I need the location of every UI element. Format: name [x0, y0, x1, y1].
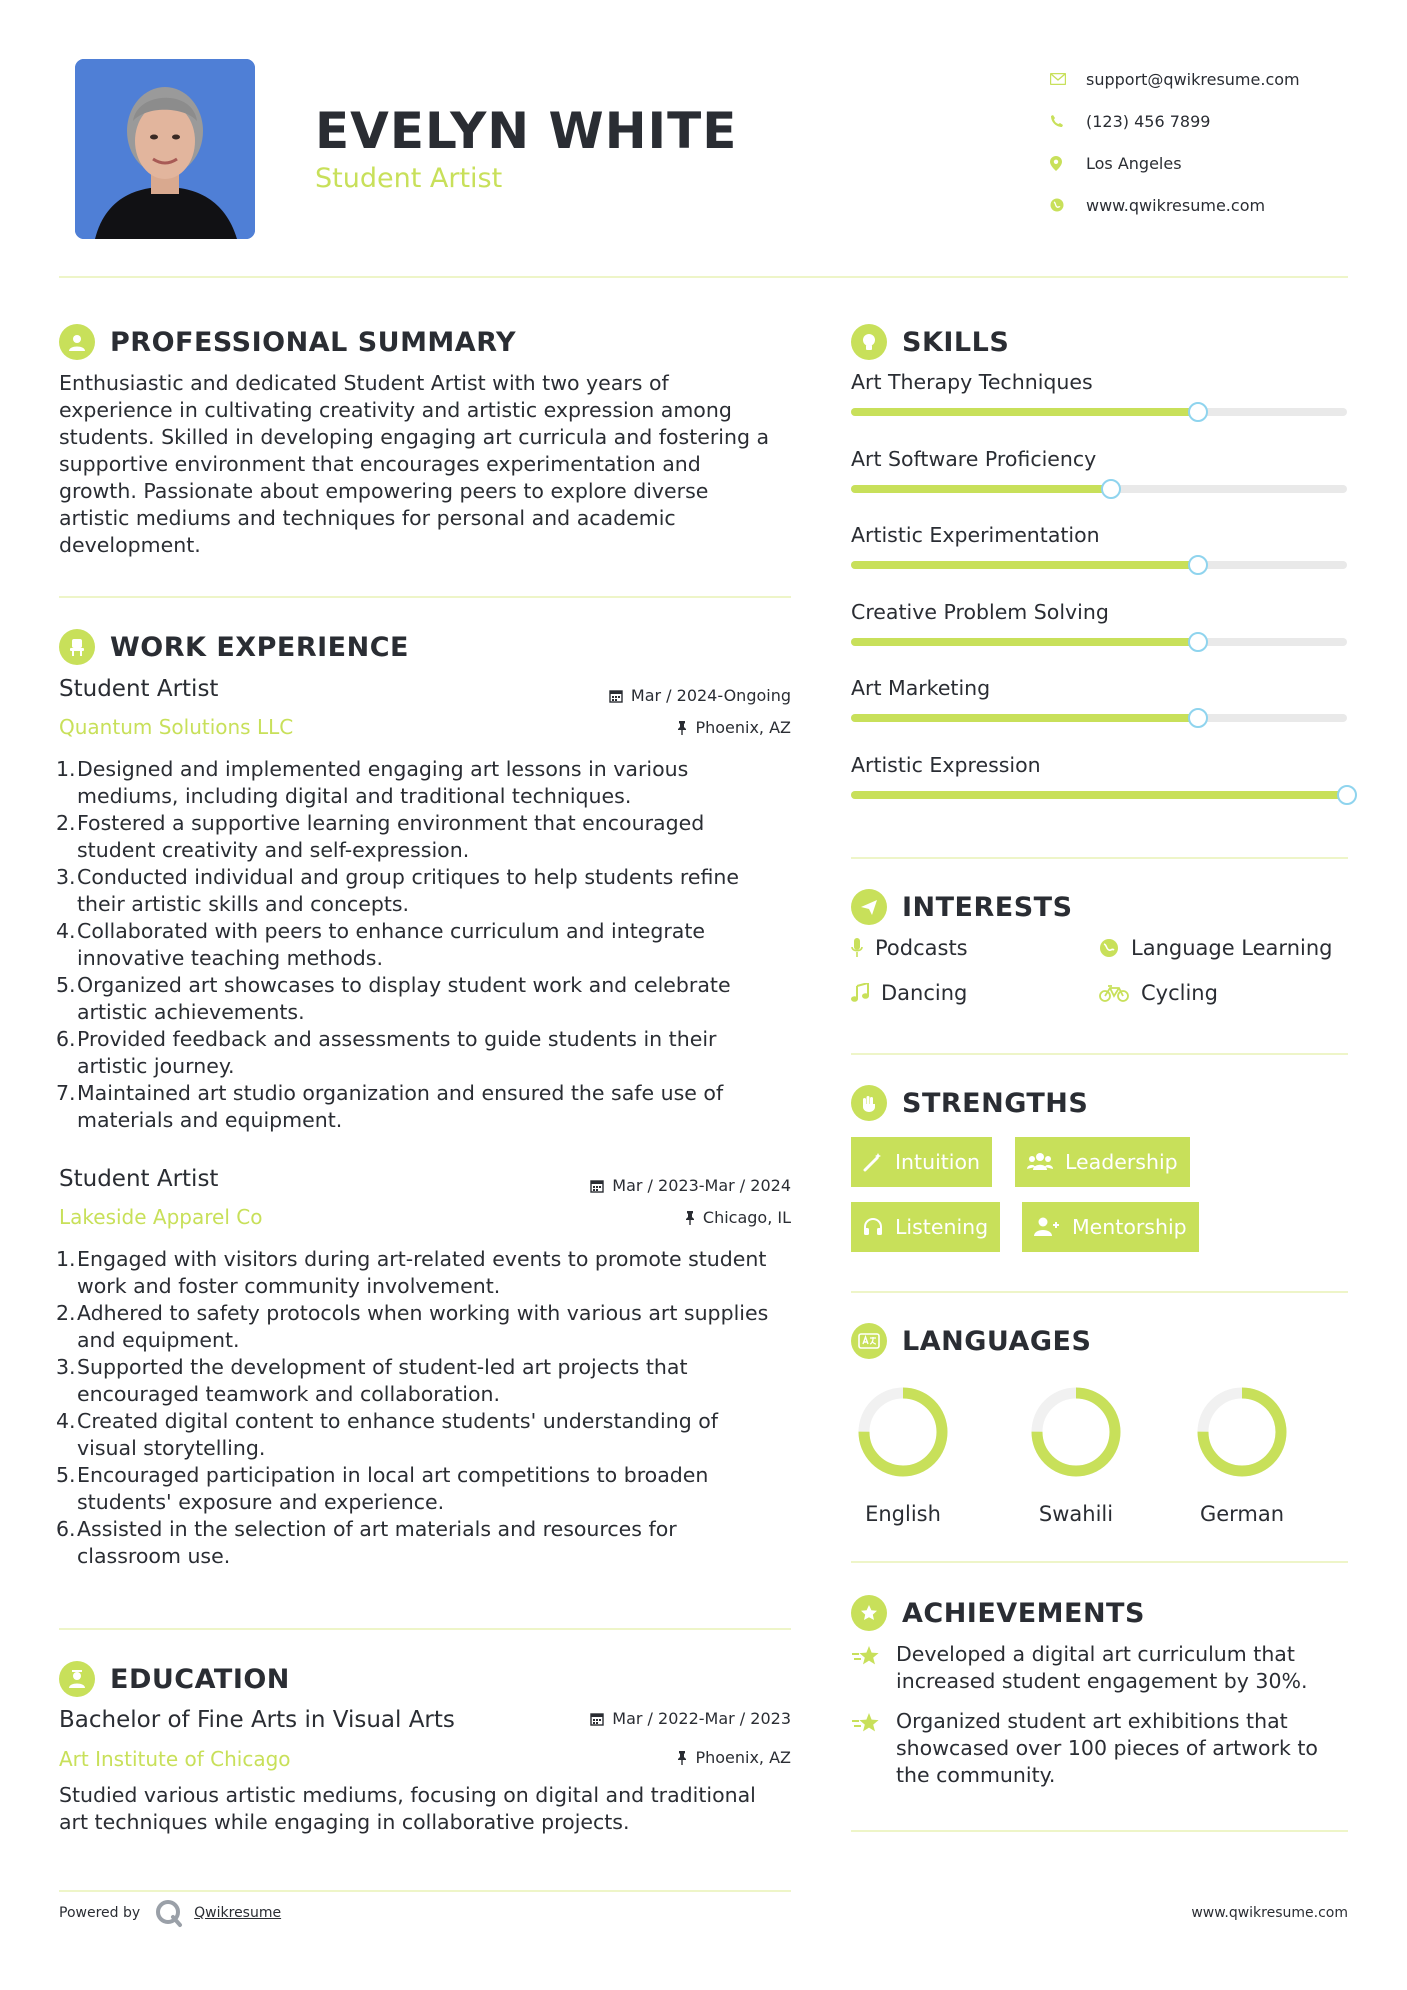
language-icon: [851, 1323, 887, 1359]
skill-knob[interactable]: [1188, 632, 1208, 652]
skill-bar: [851, 714, 1198, 722]
strengths-divider: [851, 1291, 1348, 1293]
language-ring: [1016, 1372, 1136, 1492]
contact-website: [1050, 184, 1370, 226]
contact-website-text[interactable]: www.qwikresume.com: [1086, 195, 1266, 215]
education-dates-text: Mar / 2022-Mar / 2023: [612, 1709, 791, 1728]
achievement-line: showcased over 100 pieces of artwork to: [896, 1736, 1318, 1760]
skill-label: Creative Problem Solving: [851, 600, 1109, 624]
job-title: Student Artist: [59, 1166, 219, 1192]
skill-bar: [851, 638, 1198, 646]
pushpin-icon: [685, 1211, 695, 1225]
music-note-icon: [851, 983, 869, 1003]
pushpin-icon: [677, 721, 687, 735]
skill-label: Art Software Proficiency: [851, 447, 1097, 471]
job-location-text: Phoenix, AZ: [695, 718, 791, 737]
strength-label: Mentorship: [1072, 1215, 1187, 1239]
language-label: Swahili: [1038, 1502, 1114, 1526]
school-name: Art Institute of Chicago: [59, 1747, 291, 1771]
hand-icon: [851, 1085, 887, 1121]
strength-tag: [851, 1137, 992, 1187]
education-description: [59, 1782, 819, 1836]
summary-line: Enthusiastic and dedicated Student Artist with two years of: [59, 371, 669, 395]
summary-heading: [59, 324, 516, 360]
user-plus-icon: [1034, 1217, 1060, 1237]
summary-line: supportive environment that encourages experimentation and: [59, 452, 701, 476]
achievement-item: [851, 1708, 1331, 1789]
experience-heading: [59, 629, 409, 665]
contact-email: [1050, 58, 1370, 100]
summary-line: students. Skilled in developing engaging art curricula and fostering a: [59, 425, 770, 449]
achievements-heading: [851, 1595, 1145, 1631]
skill-knob[interactable]: [1188, 402, 1208, 422]
microphone-icon: [851, 938, 863, 958]
skill-item: [851, 447, 1347, 477]
languages-heading: [851, 1323, 1091, 1359]
contact-block: [1050, 58, 1370, 226]
language-ring: [1182, 1372, 1302, 1492]
list-item: 1. Designed and implemented engaging art lessons in various mediums, including digital and traditional techniques.: [56, 757, 689, 808]
list-item: 4. Collaborated with peers to enhance curriculum and integrate innovative teaching methods.: [56, 919, 706, 970]
summary-line: growth. Passionate about empowering peers to explore diverse: [59, 479, 709, 503]
skill-item: [851, 753, 1347, 783]
strength-tag: [1022, 1202, 1199, 1252]
job-location: [685, 1208, 791, 1227]
globe-icon: [1099, 938, 1119, 958]
pushpin-icon: [677, 1751, 687, 1765]
skill-item: [851, 676, 1347, 706]
interest-label: Cycling: [1141, 981, 1218, 1005]
skills-title: SKILLS: [902, 326, 1010, 358]
skill-track: [851, 561, 1347, 569]
degree-title: Bachelor of Fine Arts in Visual Arts: [59, 1707, 455, 1733]
graduate-icon: [59, 1661, 95, 1697]
experience-title: WORK EXPERIENCE: [110, 631, 409, 663]
calendar-icon: [609, 689, 623, 703]
brand-link[interactable]: Qwikresume: [194, 1905, 282, 1921]
summary-line: artistic mediums and techniques for personal and academic: [59, 506, 676, 530]
skill-knob[interactable]: [1188, 555, 1208, 575]
interest-label: Language Learning: [1131, 936, 1333, 960]
strength-label: Listening: [895, 1215, 989, 1239]
interest-label: Dancing: [881, 981, 968, 1005]
interests-heading: [851, 889, 1073, 925]
user-icon: [59, 324, 95, 360]
skills-divider: [851, 857, 1348, 859]
list-item: 5. Organized art showcases to display student work and celebrate artistic achievements.: [56, 973, 731, 1024]
job-duties: [56, 756, 799, 1134]
language-item: [1016, 1372, 1136, 1526]
users-icon: [1027, 1152, 1053, 1172]
star-icon: [851, 1641, 896, 1695]
achievements-divider: [851, 1830, 1348, 1832]
education-dates: [590, 1709, 791, 1728]
skill-track: [851, 638, 1347, 646]
skill-track: [851, 408, 1347, 416]
list-item: 7. Maintained art studio organization and ensured the safe use of materials and equipment.: [56, 1081, 724, 1132]
summary-text: [59, 370, 799, 559]
education-location: [677, 1748, 791, 1767]
list-item: 4. Created digital content to enhance students' understanding of visual storytelling.: [56, 1409, 719, 1460]
job-company: Quantum Solutions LLC: [59, 715, 294, 739]
summary-title: PROFESSIONAL SUMMARY: [110, 326, 517, 358]
job-company: Lakeside Apparel Co: [59, 1205, 263, 1229]
bicycle-icon: [1099, 984, 1129, 1002]
strength-label: Leadership: [1065, 1150, 1178, 1174]
achievements-title: ACHIEVEMENTS: [902, 1597, 1145, 1629]
list-item: 3. Conducted individual and group critiques to help students refine their artistic skills and concepts.: [56, 865, 739, 916]
language-ring: [843, 1372, 963, 1492]
phone-icon: [1050, 114, 1086, 128]
job-duties: [56, 1246, 819, 1570]
qwikresume-logo-icon: [154, 1898, 184, 1928]
star-badge-icon: [851, 1595, 887, 1631]
achievement-line: increased student engagement by 30%.: [896, 1669, 1308, 1693]
interest-item: [851, 936, 968, 960]
headphones-icon: [863, 1217, 883, 1237]
education-line: Studied various artistic mediums, focusing on digital and traditional: [59, 1783, 756, 1807]
star-icon: [851, 1708, 896, 1789]
skill-knob[interactable]: [1101, 479, 1121, 499]
education-heading: [59, 1661, 290, 1697]
list-item: 5. Encouraged participation in local art competitions to broaden students' exposure and experience.: [56, 1463, 709, 1514]
skill-track: [851, 485, 1347, 493]
interests-divider: [851, 1053, 1348, 1055]
paper-plane-icon: [851, 889, 887, 925]
magic-wand-icon: [863, 1152, 883, 1172]
interest-item: [851, 981, 967, 1005]
skill-label: Artistic Expression: [851, 753, 1041, 777]
job-dates-text: Mar / 2024-Ongoing: [630, 686, 791, 705]
lightbulb-icon: [851, 324, 887, 360]
candidate-role: Student Artist: [315, 163, 503, 194]
skill-bar: [851, 408, 1198, 416]
skill-item: [851, 600, 1347, 630]
job-location-text: Chicago, IL: [702, 1208, 791, 1227]
strength-label: Intuition: [895, 1150, 981, 1174]
skill-item: [851, 370, 1347, 400]
language-label: English: [865, 1502, 941, 1526]
skill-track: [851, 714, 1347, 722]
skill-track: [851, 791, 1347, 799]
skill-label: Art Marketing: [851, 676, 991, 700]
job-dates: [609, 686, 791, 705]
skill-item: [851, 523, 1347, 553]
summary-divider: [59, 596, 791, 598]
language-label: German: [1199, 1502, 1285, 1526]
powered-by-label: Powered by: [59, 1905, 141, 1921]
language-item: [843, 1372, 963, 1526]
calendar-icon: [590, 1712, 604, 1726]
achievement-line: the community.: [896, 1763, 1056, 1787]
strengths-heading: [851, 1085, 1088, 1121]
achievement-item: [851, 1641, 1331, 1695]
achievement-line: Organized student art exhibitions that: [896, 1709, 1288, 1733]
globe-icon: [1050, 198, 1086, 212]
calendar-icon: [590, 1179, 604, 1193]
profile-photo: [75, 59, 255, 239]
list-item: 6. Provided feedback and assessments to guide students in their artistic journey.: [56, 1027, 717, 1078]
contact-phone-text: (123) 456 7899: [1086, 111, 1211, 131]
job-dates: [590, 1176, 791, 1195]
interest-item: [1099, 936, 1332, 960]
list-item: 2. Adhered to safety protocols when working with various art supplies and equipment.: [56, 1301, 769, 1352]
footer-url[interactable]: www.qwikresume.com: [1191, 1905, 1348, 1921]
interests-title: INTERESTS: [902, 891, 1073, 923]
map-pin-icon: [1050, 156, 1086, 171]
education-title: EDUCATION: [110, 1663, 290, 1695]
skill-bar: [851, 561, 1198, 569]
list-item: 1. Engaged with visitors during art-related events to promote student work and foster community involvement.: [56, 1247, 767, 1298]
contact-location: [1050, 142, 1370, 184]
envelope-icon: [1050, 73, 1086, 85]
list-item: 6. Assisted in the selection of art materials and resources for classroom use.: [56, 1517, 677, 1568]
chair-icon: [59, 629, 95, 665]
list-item: 2. Fostered a supportive learning environment that encouraged student creativity and self-expression.: [56, 811, 705, 862]
languages-divider: [851, 1561, 1348, 1563]
experience-divider: [59, 1628, 791, 1630]
interest-label: Podcasts: [875, 936, 968, 960]
candidate-name: EVELYN WHITE: [315, 102, 738, 160]
skill-label: Art Therapy Techniques: [851, 370, 1093, 394]
strength-tag: [1015, 1137, 1190, 1187]
powered-by: [59, 1898, 281, 1928]
contact-phone: [1050, 100, 1370, 142]
footer-divider: [59, 1890, 791, 1892]
skills-heading: [851, 324, 1009, 360]
skill-bar: [851, 791, 1347, 799]
languages-title: LANGUAGES: [902, 1325, 1092, 1357]
strength-tag: [851, 1202, 1000, 1252]
summary-line: development.: [59, 533, 201, 557]
skill-knob[interactable]: [1188, 708, 1208, 728]
achievement-line: Developed a digital art curriculum that: [896, 1642, 1295, 1666]
education-line: art techniques while engaging in collaborative projects.: [59, 1810, 630, 1834]
summary-line: experience in cultivating creativity and artistic expression among: [59, 398, 732, 422]
skill-label: Artistic Experimentation: [851, 523, 1100, 547]
header-divider: [59, 276, 1348, 278]
strengths-title: STRENGTHS: [902, 1087, 1089, 1119]
education-location-text: Phoenix, AZ: [695, 1748, 791, 1767]
job-title: Student Artist: [59, 676, 219, 702]
contact-email-text[interactable]: support@qwikresume.com: [1086, 69, 1300, 89]
list-item: 3. Supported the development of student-led art projects that encouraged teamwork and collaboration.: [56, 1355, 688, 1406]
skill-knob[interactable]: [1337, 785, 1357, 805]
interest-item: [1099, 981, 1218, 1005]
language-item: [1182, 1372, 1302, 1526]
skill-bar: [851, 485, 1111, 493]
job-dates-text: Mar / 2023-Mar / 2024: [612, 1176, 791, 1195]
contact-location-text: Los Angeles: [1086, 153, 1182, 173]
job-location: [677, 718, 791, 737]
